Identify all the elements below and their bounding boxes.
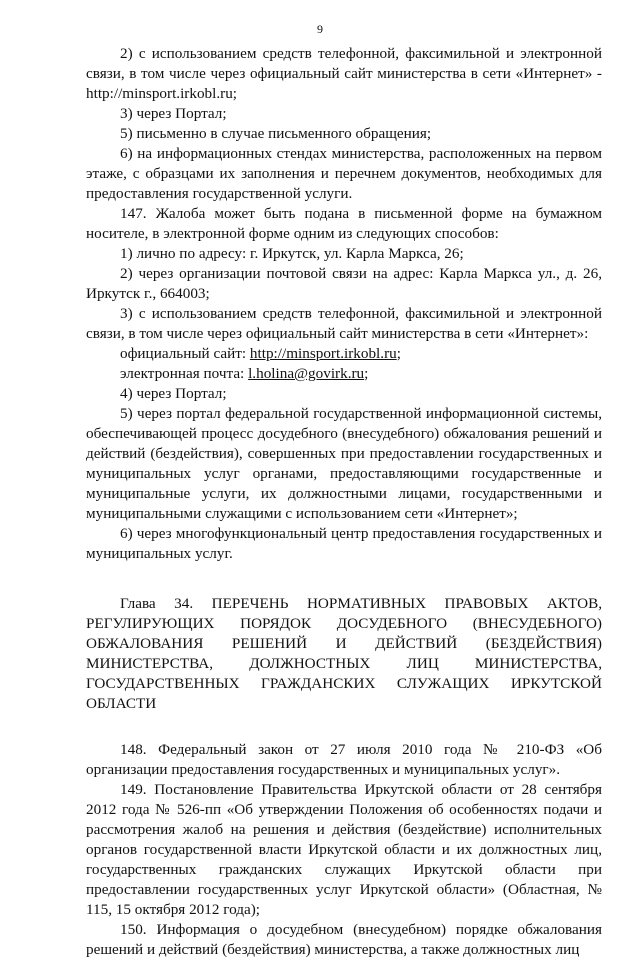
email-label: электронная почта: [120, 365, 249, 382]
paragraph: 2) через организации почтовой связи на адрес: Карла Маркса ул., д. 26, Иркутск г., 664003; [86, 265, 602, 302]
paragraph: 3) с использованием средств телефонной, факсимильной и электронной связи, в том числе через официальный сайт министерства в сети «Интернет»: [86, 305, 602, 342]
chapter-heading [86, 594, 602, 714]
paragraph: 5) через портал федеральной государственной информационной системы, обеспечивающей процесс досудебного (внесудебного) обжалования решений и действий (бездействия), совершенных при предоставлении государственных и муниципальных услуг органами, предоставляющими государственные и муниципальные услуги, их должностными лицами, государственными и муниципальными служащими с использованием сети «Интернет»; [86, 405, 602, 522]
email-line [86, 364, 602, 384]
paragraph: 148. Федеральный закон от 27 июля 2010 года № 210-ФЗ «Об организации предоставления государственных и муниципальных услуг». [86, 741, 602, 778]
paragraph: 6) на информационных стендах министерства, расположенных на первом этаже, с образцами их заполнения и перечнем документов, необходимых для предоставления государственной услуги. [86, 145, 602, 202]
paragraph: 1) лично по адресу: г. Иркутск, ул. Карла Маркса, 26; [120, 245, 464, 262]
paragraph: 6) через многофункциональный центр предоставления государственных и муниципальных услуг. [86, 525, 602, 562]
paragraph: 149. Постановление Правительства Иркутской области от 28 сентября 2012 года № 526-пп «Об утверждении Положения об особенностях подачи и рассмотрения жалоб на решения и действия (бездействие) исполнительных органов государственной власти Иркутской области и их должностных лиц, государственных гражданских служащих Иркутской области при предоставлении государственных услуг Иркутской области» (Областная, № 115, 15 октября 2012 года); [86, 781, 602, 918]
website-suffix: ; [396, 345, 401, 362]
document-body [86, 44, 602, 960]
website-link[interactable]: http://minsport.irkobl.ru [249, 345, 397, 362]
paragraph: 5) письменно в случае письменного обращения; [120, 125, 432, 142]
chapter-title: Глава 34. ПЕРЕЧЕНЬ НОРМАТИВНЫХ ПРАВОВЫХ АКТОВ, РЕГУЛИРУЮЩИХ ПОРЯДОК ДОСУДЕБНОГО (ВНЕСУДЕБНОГО) ОБЖАЛОВАНИЯ РЕШЕНИЙ И ДЕЙСТВИЙ (БЕЗДЕЙСТВИЯ) МИНИСТЕРСТВА, ДОЛЖНОСТНЫХ ЛИЦ МИНИСТЕРСТВА, ГОСУДАРСТВЕННЫХ ГРАЖДАНСКИХ СЛУЖАЩИХ ИРКУТСКОЙ [86, 595, 602, 692]
paragraph: 2) с использованием средств телефонной, факсимильной и электронной связи, в том числе через официальный сайт министерства в сети «Интернет» - http://minsport.irkobl.ru; [86, 45, 602, 102]
website-label: официальный сайт: [120, 345, 250, 362]
page-number: 9 [317, 22, 323, 36]
paragraph: 150. Информация о досудебном (внесудебном) порядке обжалования решений и действий (бездействия) министерства, а также должностных лиц [86, 921, 602, 958]
chapter-title-last-line: ОБЛАСТИ [86, 695, 157, 712]
email-link[interactable]: l.holina@govirk.ru [248, 365, 365, 382]
website-line [86, 344, 602, 364]
paragraph: 3) через Портал; [120, 105, 227, 122]
paragraph: 4) через Портал; [120, 385, 227, 402]
paragraph: 147. Жалоба может быть подана в письменной форме на бумажном носителе, в электронной форме одним из следующих способов: [86, 205, 602, 242]
email-suffix: ; [364, 365, 369, 382]
